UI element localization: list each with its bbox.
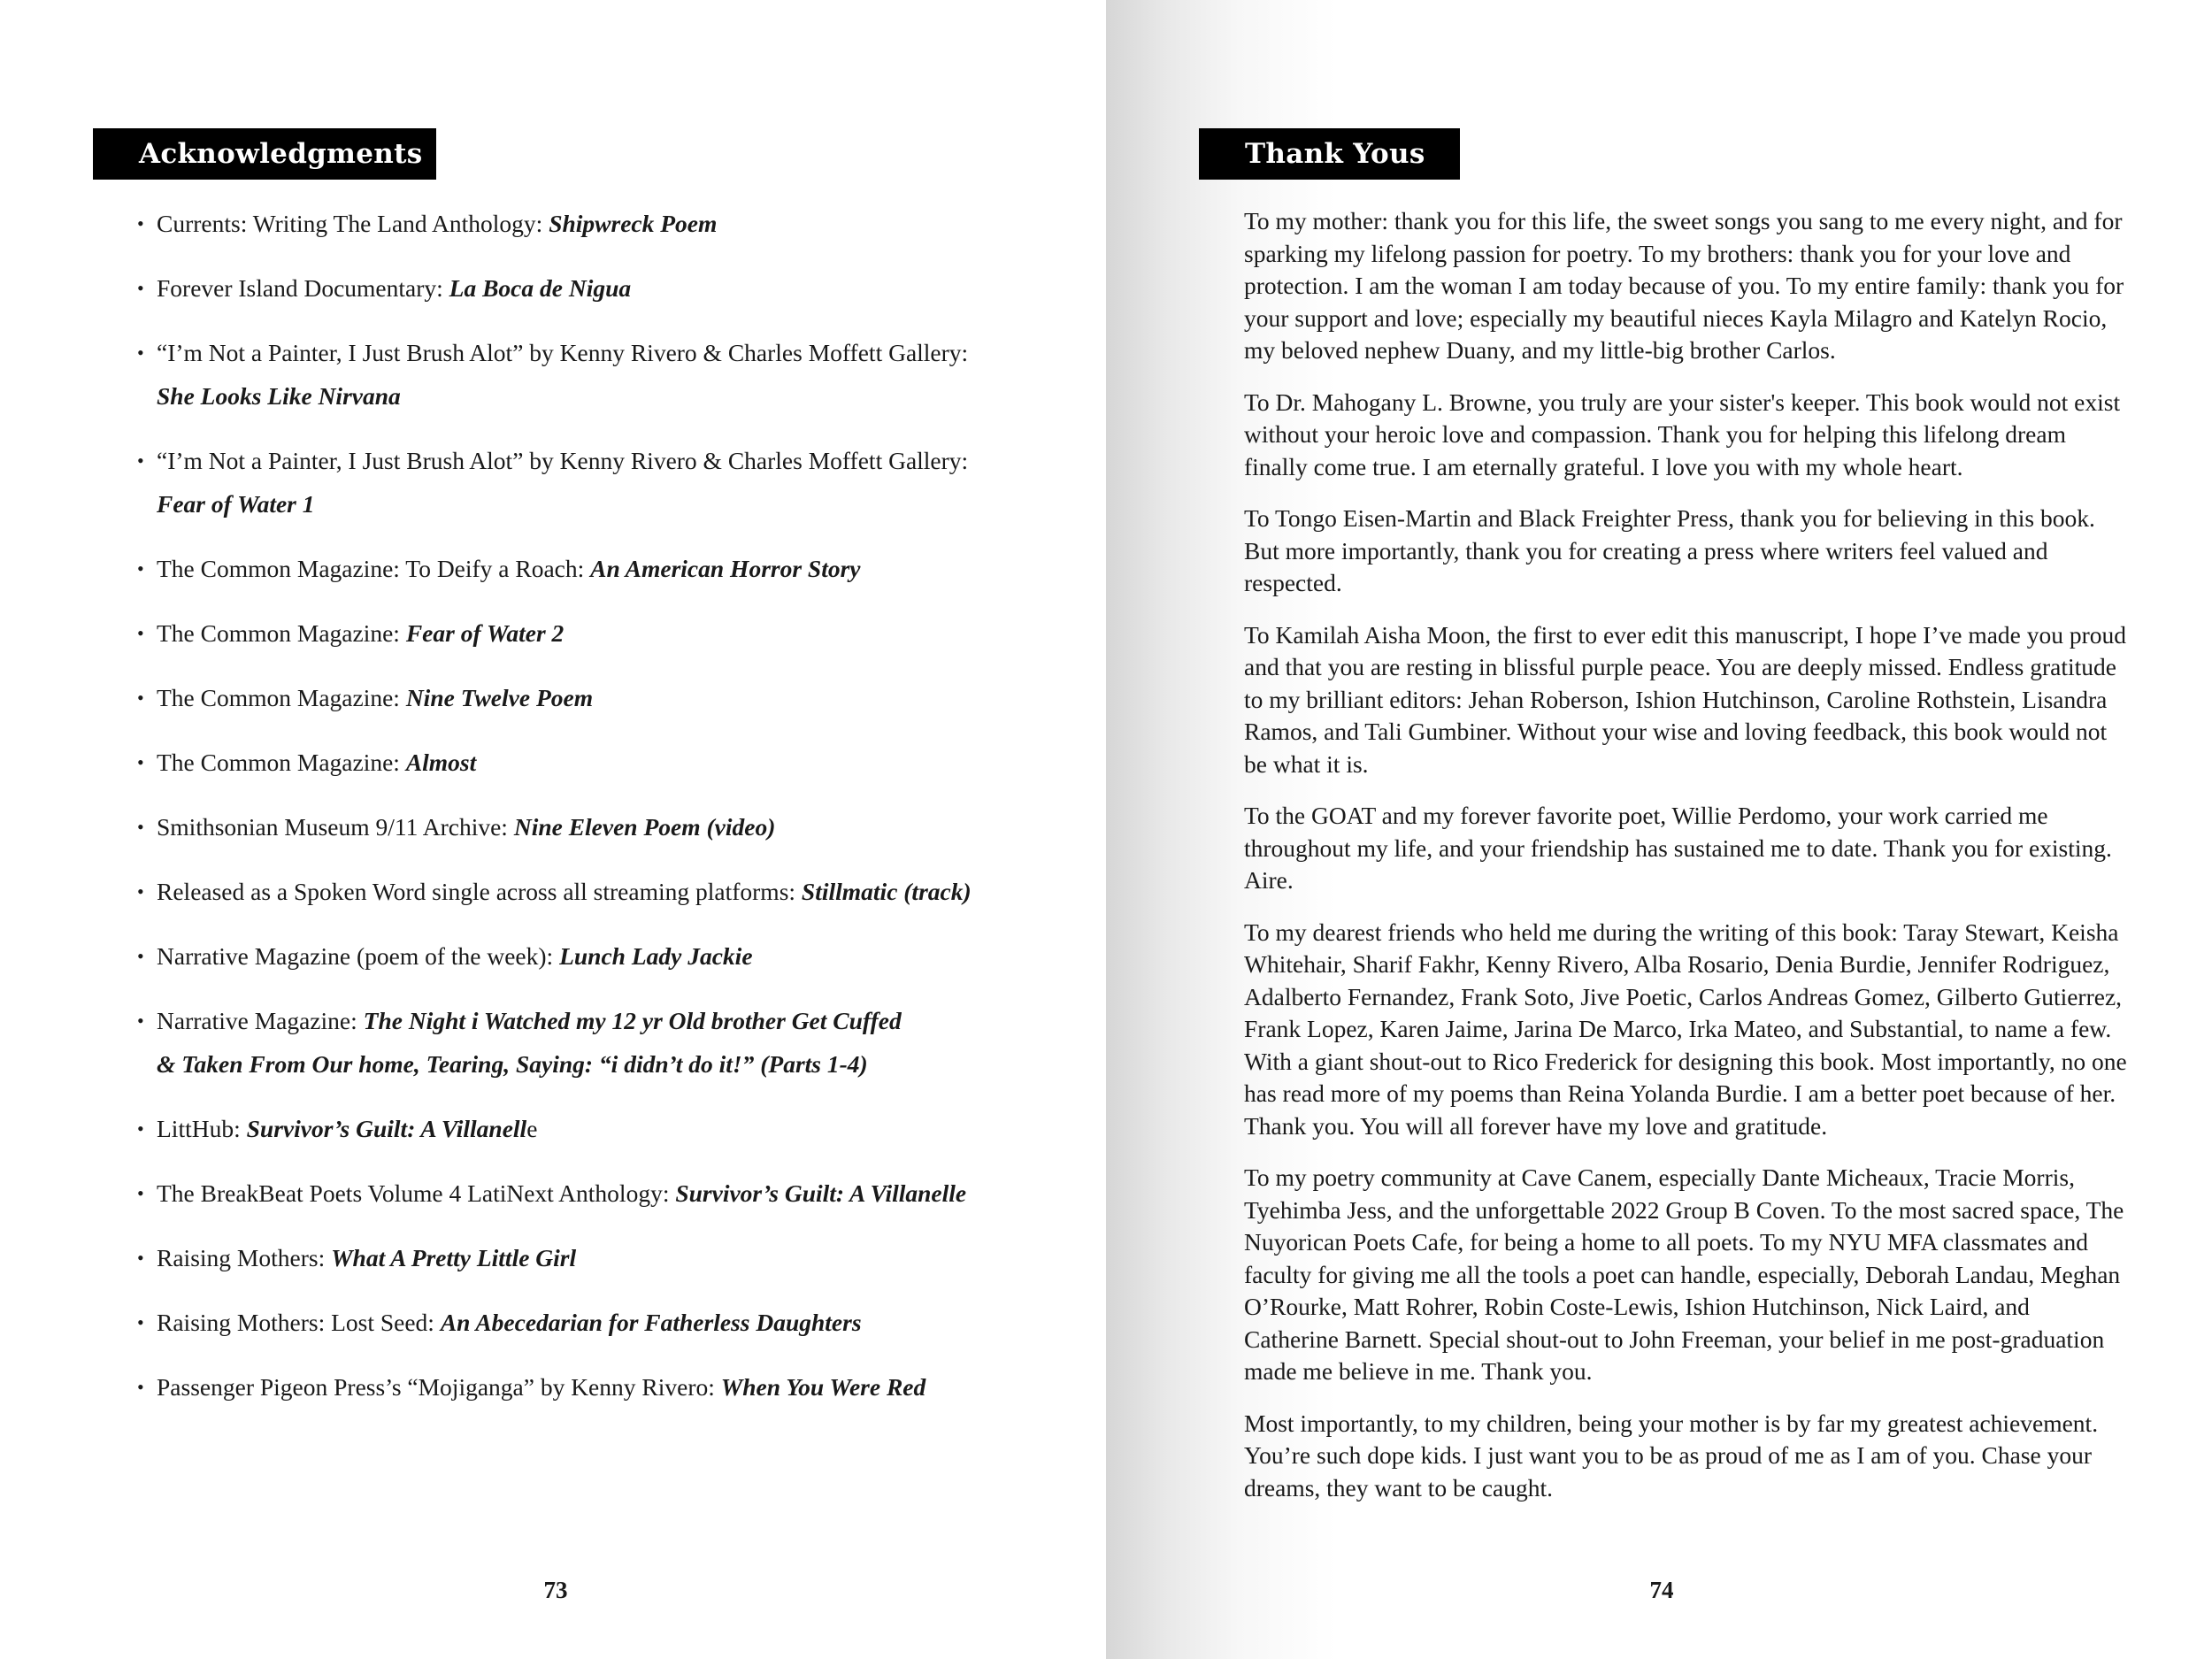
item-title: What A Pretty Little Girl bbox=[331, 1244, 577, 1271]
bullet-icon: • bbox=[137, 449, 144, 472]
item-title: Survivor’s Guilt: A Villanell bbox=[246, 1115, 527, 1142]
item-title: Almost bbox=[405, 749, 477, 776]
paragraph: Most importantly, to my children, being your mother is by far my greatest achievement. You’re such dope kids. I just want you to be as proud of me as I am of you. Chase your dreams, they want to be caught. bbox=[1244, 1409, 2099, 1502]
item-title: La Boca de Nigua bbox=[449, 274, 632, 302]
bullet-icon: • bbox=[137, 751, 144, 773]
item-title: Fear of Water 2 bbox=[405, 619, 565, 647]
bullet-icon: • bbox=[137, 1376, 144, 1398]
item-title: Nine Eleven Poem (video) bbox=[513, 813, 776, 841]
item-source: Released as a Spoken Word single across all streaming platforms: bbox=[157, 878, 802, 905]
bullet-icon: • bbox=[137, 277, 144, 299]
bullet-icon: • bbox=[137, 1182, 144, 1204]
item-source: The Common Magazine: bbox=[157, 684, 406, 711]
bullet-icon: • bbox=[137, 880, 144, 902]
item-source: Raising Mothers: bbox=[157, 1244, 332, 1271]
item-title: Lunch Lady Jackie bbox=[559, 942, 753, 970]
item-source: The Common Magazine: To Deify a Roach: bbox=[157, 555, 591, 582]
item-title-continued: & Taken From Our home, Tearing, Saying: “i didn’t do it!” (Parts 1-4) bbox=[157, 1050, 868, 1078]
paragraph: To my mother: thank you for this life, the sweet songs you sang to me every night, and for sparking my lifelong passion for poetry. To my brothers: thank you for your love and protection. I am the woman I am today because of you. To my entire family: thank you for your support and love; especially my beautiful nieces Kayla Milagro and Katelyn Rocio, my beloved nephew Duany, and my little-big brother Carlos. bbox=[1244, 207, 2124, 364]
item-source: “I’m Not a Painter, I Just Brush Alot” by Kenny Rivero & Charles Moffett Gallery: bbox=[157, 447, 969, 474]
list-item bbox=[137, 611, 1048, 655]
item-title: Fear of Water 1 bbox=[157, 490, 315, 518]
thank-yous-body bbox=[1244, 205, 2129, 1524]
acknowledgments-list bbox=[137, 202, 1048, 1430]
list-item bbox=[137, 1107, 1048, 1150]
bullet-icon: • bbox=[137, 1247, 144, 1269]
page-number-right: 74 bbox=[1649, 1577, 1674, 1603]
list-item bbox=[137, 999, 1048, 1086]
item-title: Nine Twelve Poem bbox=[405, 684, 594, 711]
item-source: The BreakBeat Poets Volume 4 LatiNext Anthology: bbox=[157, 1179, 676, 1207]
bullet-icon: • bbox=[137, 557, 144, 580]
item-title: The Night i Watched my 12 yr Old brother Get Cuffed bbox=[363, 1007, 902, 1034]
bullet-icon: • bbox=[137, 622, 144, 644]
item-title: When You Were Red bbox=[720, 1373, 926, 1401]
list-item bbox=[137, 439, 1048, 526]
item-title: Survivor’s Guilt: A Villanelle bbox=[675, 1179, 967, 1207]
bullet-icon: • bbox=[137, 816, 144, 838]
acknowledgments-heading: Acknowledgments bbox=[93, 128, 436, 180]
item-source: Currents: Writing The Land Anthology: bbox=[157, 210, 549, 237]
item-suffix: e bbox=[526, 1115, 538, 1142]
item-source: Passenger Pigeon Press’s “Mojiganga” by Kenny Rivero: bbox=[157, 1373, 721, 1401]
item-source: Raising Mothers: Lost Seed: bbox=[157, 1309, 441, 1336]
list-item bbox=[137, 676, 1048, 719]
list-item bbox=[137, 741, 1048, 784]
list-item bbox=[137, 1236, 1048, 1279]
item-title: Shipwreck Poem bbox=[549, 210, 718, 237]
item-title: An American Horror Story bbox=[590, 555, 861, 582]
item-source: LittHub: bbox=[157, 1115, 247, 1142]
item-title: An Abecedarian for Fatherless Daughters bbox=[440, 1309, 862, 1336]
paragraph: To the GOAT and my forever favorite poet, Willie Perdomo, your work carried me throughout my life, and your friendship has sustained me to date. Thank you for existing. Aire. bbox=[1244, 802, 2112, 894]
item-source: The Common Magazine: bbox=[157, 749, 406, 776]
bullet-icon: • bbox=[137, 1311, 144, 1333]
item-source: Smithsonian Museum 9/11 Archive: bbox=[157, 813, 514, 841]
thank-yous-heading: Thank Yous bbox=[1199, 128, 1460, 180]
page-number-left: 73 bbox=[543, 1577, 568, 1603]
list-item bbox=[137, 805, 1048, 849]
list-item bbox=[137, 266, 1048, 310]
bullet-icon: • bbox=[137, 945, 144, 967]
bullet-icon: • bbox=[137, 1118, 144, 1140]
list-item bbox=[137, 1171, 1048, 1215]
item-source: “I’m Not a Painter, I Just Brush Alot” by Kenny Rivero & Charles Moffett Gallery: bbox=[157, 339, 969, 366]
paragraph: To Dr. Mahogany L. Browne, you truly are your sister's keeper. This book would not exist without your heroic love and compassion. Thank you for helping this lifelong dream finally come true. I am eternally grateful. I love you with my whole heart. bbox=[1244, 388, 2121, 480]
list-item bbox=[137, 331, 1048, 418]
bullet-icon: • bbox=[137, 1010, 144, 1032]
item-title: She Looks Like Nirvana bbox=[157, 382, 401, 410]
item-title: Stillmatic (track) bbox=[801, 878, 972, 905]
bullet-icon: • bbox=[137, 687, 144, 709]
right-page bbox=[1106, 0, 2212, 1659]
list-item bbox=[137, 547, 1048, 590]
item-source: Forever Island Documentary: bbox=[157, 274, 449, 302]
bullet-icon: • bbox=[137, 212, 144, 234]
paragraph: To my dearest friends who held me during the writing of this book: Taray Stewart, Keisha Whitehair, Sharif Fakhr, Kenny Rivero, Alba Rosario, Denia Burdie, Jennifer Rodriguez, Adalberto Fernandez, Frank Soto, Jive Poetic, Carlos Andreas Gomez, Gilberto Gutierrez, Frank Lopez, Karen Jaime, Jarina De Marco, Irka Mateo, and Substantial, to name a few. With a giant shout-out to Rico Frederick for designing this book. Most importantly, no one has read more of my poems than Reina Yolanda Burdie. I am a better poet because of her. Thank you. You will all forever have my love and gratitude. bbox=[1244, 918, 2127, 1140]
bullet-icon: • bbox=[137, 342, 144, 364]
paragraph: To Kamilah Aisha Moon, the first to ever edit this manuscript, I hope I’ve made you proud and that you are resting in blissful purple peace. You are deeply missed. Endless gratitude to my brilliant editors: Jehan Roberson, Ishion Hutchinson, Caroline Rothstein, Lisandra Ramos, and Tali Gumbiner. Without your wise and loving feedback, this book would not be what it is. bbox=[1244, 620, 2127, 778]
list-item bbox=[137, 870, 1048, 913]
item-source: Narrative Magazine (poem of the week): bbox=[157, 942, 560, 970]
list-item bbox=[137, 1365, 1048, 1409]
list-item bbox=[137, 934, 1048, 978]
list-item bbox=[137, 1301, 1048, 1344]
item-source: Narrative Magazine: bbox=[157, 1007, 364, 1034]
paragraph: To my poetry community at Cave Canem, especially Dante Micheaux, Tracie Morris, Tyehimba Jess, and the unforgettable 2022 Group B Coven. To the most sacred space, The Nuyorican Poets Cafe, for being a home to all poets. To my NYU MFA classmates and faculty for giving me all the tools a poet can handle, especially, Deborah Landau, Meghan O’Rourke, Matt Rohrer, Robin Coste-Lewis, Ishion Hutchinson, Nick Laird, and Catherine Barnett. Special shout-out to John Freeman, your belief in me post-graduation made me believe in me. Thank you. bbox=[1244, 1164, 2124, 1385]
list-item bbox=[137, 202, 1048, 245]
item-source: The Common Magazine: bbox=[157, 619, 406, 647]
paragraph: To Tongo Eisen-Martin and Black Freighter Press, thank you for believing in this book. But more importantly, thank you for creating a press where writers feel valued and respected. bbox=[1244, 504, 2095, 596]
